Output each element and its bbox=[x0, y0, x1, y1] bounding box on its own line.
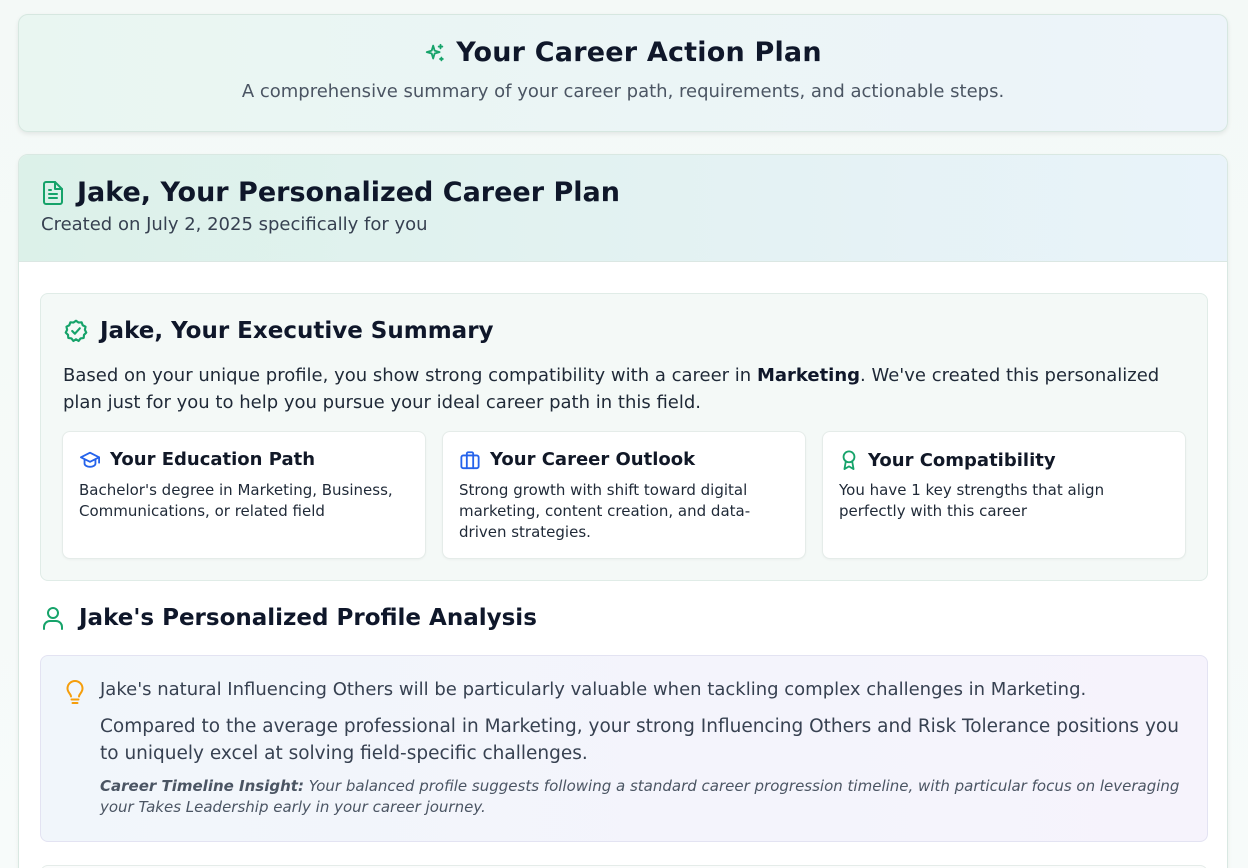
career-timeline-insight bbox=[100, 776, 1190, 818]
career-plan-header bbox=[19, 155, 1227, 262]
user-icon bbox=[41, 605, 65, 631]
summary-text-after: . We've created this personalized plan just for you to help you pursue your ideal career path in this field. bbox=[63, 365, 1160, 413]
timeline-text: Your balanced profile suggests following a standard career progression timeline, with particular focus on leveraging your Takes Leadership early in your career journey. bbox=[100, 777, 1180, 816]
lightbulb-icon bbox=[65, 680, 85, 706]
hero-banner bbox=[18, 14, 1228, 132]
briefcase-icon bbox=[459, 450, 481, 470]
compatibility-text: You have 1 key strengths that align perfectly with this career bbox=[839, 481, 1105, 520]
career-outlook-card bbox=[442, 431, 806, 559]
education-path-text: Bachelor's degree in Marketing, Business, Communications, or related field bbox=[79, 481, 393, 520]
education-path-head bbox=[79, 449, 315, 470]
page-subtitle: A comprehensive summary of your career path, requirements, and actionable steps. bbox=[241, 81, 1005, 102]
career-plan-title-row bbox=[41, 177, 620, 208]
created-date: Created on July 2, 2025 specifically for you bbox=[41, 214, 428, 235]
compatibility-title: Your Compatibility bbox=[868, 449, 1056, 471]
executive-summary bbox=[40, 293, 1208, 581]
hero-title-row bbox=[19, 37, 1227, 68]
executive-summary-title: Jake, Your Executive Summary bbox=[100, 318, 494, 344]
education-path-title: Your Education Path bbox=[110, 449, 316, 470]
graduation-cap-icon bbox=[79, 450, 101, 470]
profile-analysis-title: Jake's Personalized Profile Analysis bbox=[79, 605, 537, 631]
career-plan-title: Jake, Your Personalized Career Plan bbox=[77, 177, 620, 208]
career-outlook-text: Strong growth with shift toward digital marketing, content creation, and data-driven strategies. bbox=[459, 481, 751, 541]
timeline-label: Career Timeline Insight: bbox=[100, 777, 304, 795]
career-outlook-title: Your Career Outlook bbox=[490, 449, 696, 470]
sparkles-icon bbox=[424, 42, 446, 64]
document-icon bbox=[41, 180, 65, 206]
career-name: Marketing bbox=[756, 365, 861, 386]
education-path-card bbox=[62, 431, 426, 559]
summary-text-before: Based on your unique profile, you show strong compatibility with a career in bbox=[63, 365, 757, 386]
compatibility-card bbox=[822, 431, 1186, 559]
page-title: Your Career Action Plan bbox=[456, 37, 822, 68]
insight-comparison: Compared to the average professional in Marketing, your strong Influencing Others and Risk Tolerance positions you to uniquely excel at solving field-specific challenges. bbox=[100, 716, 1179, 764]
profile-analysis-title-row bbox=[41, 605, 537, 631]
badge-check-icon bbox=[63, 318, 89, 344]
compatibility-head bbox=[839, 449, 1056, 471]
executive-summary-text bbox=[63, 362, 1188, 416]
executive-summary-title-row bbox=[63, 318, 494, 344]
profile-insight-box bbox=[40, 655, 1208, 842]
insight-statement: Jake's natural Influencing Others will be particularly valuable when tackling complex challenges in Marketing. bbox=[100, 679, 1087, 700]
career-plan-card bbox=[18, 154, 1228, 868]
career-outlook-head bbox=[459, 449, 695, 470]
award-icon bbox=[839, 449, 859, 471]
